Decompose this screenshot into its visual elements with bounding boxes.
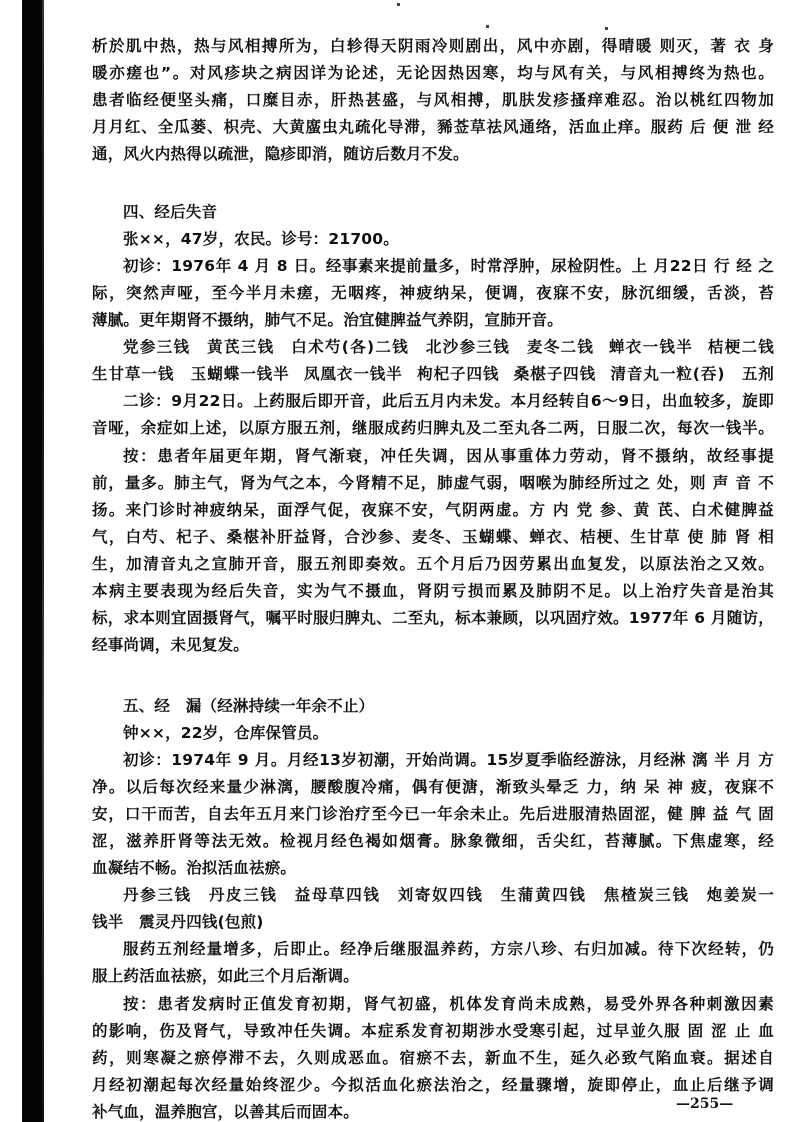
commentary-line: 按：患者发病时正值发育初期，肾气初盛，机体发育尚未成熟，易受外界各种刺激因素 (123, 995, 774, 1013)
first-visit-line: 安，口干而苦，自去年五月来门诊治疗至今已一年余未止。先后进服清热固涩，健 脾 益 气 固 (92, 805, 774, 823)
first-visit-line: 初诊：1974年 9 月。月经13岁初潮，开始尚调。15岁夏季临经游泳，月经淋 漓 半 月 方 (123, 751, 774, 769)
commentary-line: 气，白芍、杞子、桑椹补肝益肾，合沙参、麦冬、玉蝴蝶、蝉衣、桔梗、生甘草 使 肺 肾 相 (92, 528, 774, 546)
second-visit-line: 二诊：9月22日。上药服后即开音，此后五月内未发。本月经转自6～9日，出血较多，旋即 (123, 392, 774, 410)
patient-info: 张××，47岁，农民。诊号：21700。 (123, 230, 399, 248)
commentary-line: 药，则寒凝之瘀停滞不去，久则成恶血。宿瘀不去，新血不生，延久必致气陷血衰。据述自 (92, 1049, 774, 1067)
followup-line: 服上药活血祛瘀，如此三个月后渐调。 (92, 967, 359, 985)
commentary-line: 经事尚调，未见复发。 (92, 636, 250, 654)
prescription-line: 钱半 震灵丹四钱(包煎) (92, 913, 264, 931)
commentary-line: 前，量多。肺主气，肾为气之本，今肾精不足，肺虚气弱，咽喉为肺经所过之 处，则 声 音 不 (92, 474, 774, 492)
commentary-line: 扬。来门诊时神疲纳呆，面浮气促，夜寐不安，气阴两虚。方 内 党 参、黄 芪、白术健脾益 (92, 501, 774, 519)
commentary-line: 本病主要表现为经后失音，实为气不摄血，肾阴亏损而累及肺阴不足。以上治疗失音是治其 (92, 582, 774, 600)
prescription-line: 丹参三钱 丹皮三钱 益母草四钱 刘寄奴四钱 生蒲黄四钱 焦楂炭三钱 炮姜炭一 (123, 886, 774, 904)
commentary-line: 补气血，温养胞宫，以善其后而固本。 (92, 1103, 359, 1121)
patient-info: 钟××，22岁，仓库保管员。 (123, 724, 329, 742)
body-text-line: 患者临经便坚头痛，口糜目赤，肝热甚盛，与风相搏，肌肤发疹搔痒难忍。治以桃红四物加 (92, 91, 774, 109)
commentary-line: 生，加清音丸之宣肺开音，服五剂即奏效。五个月后乃因劳累出血复发，以原法治之又效。 (92, 555, 774, 573)
first-visit-line: 初诊：1976年 4 月 8 日。经事素来提前量多，时常浮肿，尿检阴性。上 月22日 行 经 之 (123, 257, 774, 275)
commentary-line: 按：患者年届更年期，肾气渐衰，冲任失调，因从事重体力劳动，肾不摄纳，故经事提 (123, 447, 774, 465)
body-text-line: 暖亦瘥也”。对风疹块之病因详为论述，无论因热因寒，均与风有关，与风相搏终为热也。 (92, 64, 774, 82)
body-text-line: 通，风火内热得以疏泄，隐疹即消，随访后数月不发。 (92, 145, 469, 163)
first-visit-line: 净。以后每次经来量少淋漓，腰酸腹冷痛，偶有便溏，渐致头晕乏 力，纳 呆 神 疲，夜寐不 (92, 778, 774, 796)
page-number: —255— (676, 1096, 734, 1112)
followup-line: 服药五剂经量增多，后即止。经净后继服温养药，方宗八珍、右归加减。待下次经转，仍 (123, 940, 774, 958)
body-text-line: 月月红、全瓜蒌、枳壳、大黄䗪虫丸疏化导滞，豨莶草祛风通络，活血止痒。服药 后 便 泄 经 (92, 118, 774, 136)
section-heading: 四、经后失音 (123, 203, 218, 221)
commentary-line: 月经初潮起每次经量始终涩少。今拟活血化瘀法治之，经量骤增，旋即停止，血止后继予调 (92, 1076, 774, 1094)
section-heading (123, 696, 774, 716)
body-text-line: 析於肌中热，热与风相搏所为，白轸得天阴雨冷则剧出，风中亦剧，得晴暖 则灭，著 衣 身 (92, 37, 774, 55)
prescription-line: 生甘草一钱 玉蝴蝶一钱半 凤凰衣一钱半 枸杞子四钱 桑椹子四钱 清音丸一粒(吞) 五剂 (92, 365, 774, 383)
section-heading-note: （经淋持续一年余不止） (201, 697, 375, 715)
commentary-line: 的影响，伤及肾气，导致冲任失调。本症系发育初期涉水受寒引起，过早並久服 固 涩 止 血 (92, 1022, 774, 1040)
first-visit-line: 涩，滋养肝肾等法无效。检视月经色褐如烟膏。脉象微细，舌尖红，苔薄腻。下焦虚寒，经 (92, 832, 774, 850)
prescription-line: 党参三钱 黄芪三钱 白术芍(各)二钱 北沙参三钱 麦冬二钱 蝉衣一钱半 桔梗二钱 (123, 338, 774, 356)
first-visit-line: 薄腻。更年期肾不摄纳，肺气不足。治宜健脾益气养阴，宣肺开音。 (92, 311, 564, 329)
commentary-line: 标，求本则宜固摄肾气，嘱平时服归脾丸、二至丸，标本兼顾，以巩固疗效。1977年 6 月随访， (92, 609, 774, 627)
document-page (92, 0, 774, 1122)
section-heading-title: 五、经 漏 (123, 697, 202, 715)
second-visit-line: 音哑，余症如上述，以原方服五剂，继服成药归脾丸及二至丸各二两，日服二次，每次一钱半。 (92, 419, 774, 437)
first-visit-line: 血凝结不畅。治拟活血祛瘀。 (92, 859, 297, 877)
first-visit-line: 际，突然声哑，至今半月未瘥，无咽疼，神疲纳呆，便调，夜寐不安，脉沉细缓，舌淡，苔 (92, 284, 774, 302)
book-binding-edge (22, 0, 42, 1122)
